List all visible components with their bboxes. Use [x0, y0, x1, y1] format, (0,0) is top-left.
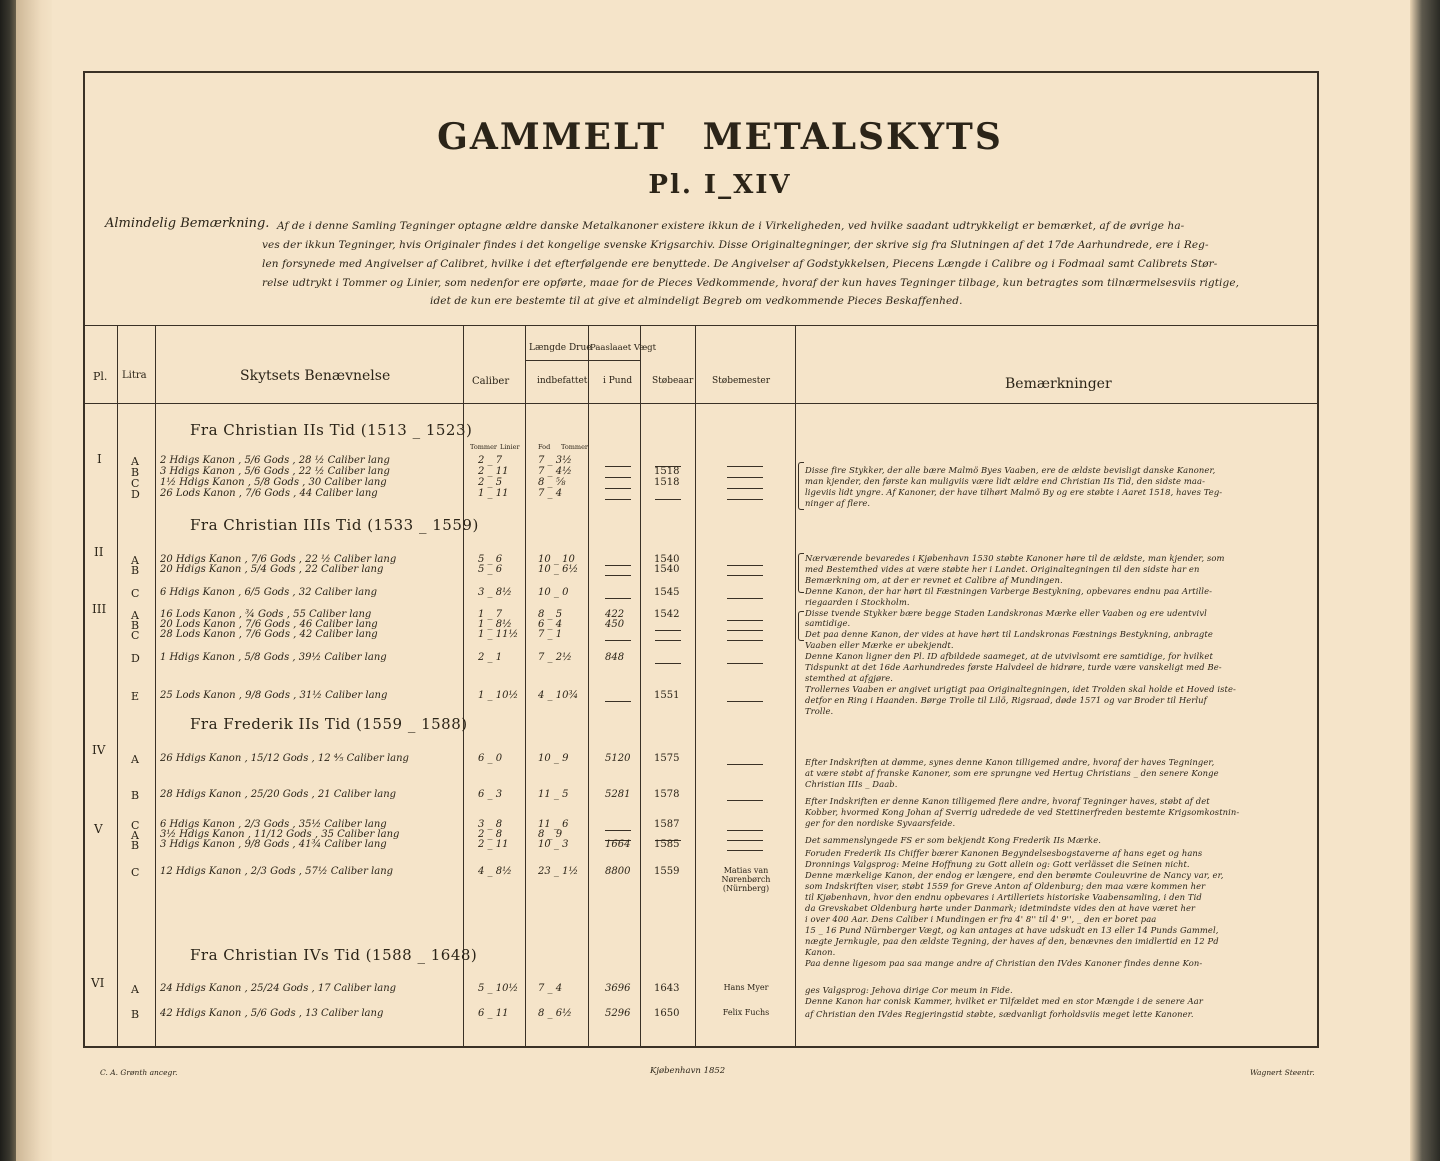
row-caliber: 5 _ 10½ [478, 983, 519, 994]
empty-cell-dash [727, 800, 763, 801]
plate-number: I [97, 452, 102, 466]
row-name: 20 Hdigs Kanon , 5/4 Gods , 22 Caliber lang [160, 564, 384, 575]
empty-cell-dash [605, 640, 631, 641]
row-name: 1 Hdigs Kanon , 5/8 Gods , 39½ Caliber lang [160, 652, 387, 663]
row-year: 1559 [654, 866, 680, 877]
remark-line: Denne Kanon, der har hørt til Fæstningen Varberge Bestykning, opbevares endnu paa Artille- [805, 586, 1213, 596]
empty-cell-dash [655, 499, 681, 500]
row-name: 28 Hdigs Kanon , 25/20 Gods , 21 Caliber lang [160, 789, 397, 800]
row-length: 4 _ 10¾ [538, 690, 579, 701]
page-subtitle: Pl. I_XIV [648, 170, 792, 200]
row-caliber: 1 _ 7 [478, 609, 503, 620]
row-length: 8 _ 9 [538, 829, 563, 840]
empty-cell-dash [605, 830, 631, 831]
empty-cell-dash [727, 850, 763, 851]
subheader: Linier [500, 443, 520, 451]
row-caliber: 2 _ 5 [478, 477, 503, 488]
row-name: 42 Hdigs Kanon , 5/6 Gods , 13 Caliber lang [160, 1008, 384, 1019]
col-rule [695, 325, 696, 1048]
empty-cell-dash [727, 466, 763, 467]
row-founder: Felix Fuchs [722, 1008, 770, 1017]
row-length: 8 _ ⅝ [538, 477, 566, 488]
row-caliber: 1 _ 10½ [478, 690, 519, 701]
remark-line: nægte Jernkugle, paa den ældste Tegning, der haves af den, benævnes den imidlertid en 12 Pd [805, 936, 1219, 946]
remark-line: Foruden Frederik IIs Chiffer bærer Kanonen Begyndelsesbogstaverne af hans eget og hans [805, 848, 1203, 858]
row-caliber: 6 _ 3 [478, 789, 503, 800]
row-year: 1650 [654, 1008, 680, 1019]
remark-line: Efter Indskriften er denne Kanon tilligemed flere andre, hvoraf Tegninger haves, støbt af det [805, 796, 1210, 806]
row-litra: C [131, 477, 140, 490]
row-name: 1½ Hdigs Kanon , 5/8 Gods , 30 Caliber lang [160, 477, 387, 488]
row-caliber: 2 _ 8 [478, 829, 503, 840]
header-caliber: Caliber [472, 376, 510, 387]
row-weight: 5296 [605, 1008, 631, 1019]
row-length: 10 _ 3 [538, 839, 569, 850]
subheader: Tommer [470, 443, 498, 451]
row-length: 11 _ 6 [538, 819, 569, 830]
empty-cell-dash [655, 630, 681, 631]
remark-line: da Grevskabet Oldenburg hørte under Danmark; idetmindste vides den at have været her [805, 903, 1196, 913]
plate-number: IV [92, 743, 106, 757]
row-length: 8 _ 5 [538, 609, 563, 620]
note-line: relse udtrykt i Tommer og Linier, som nedenfor ere opførte, maae for de Pieces Vedkommende, hvoraf der kun haves Tegninger tilbage, kun betragtes som tilnærmelsesviis rigtige, [262, 277, 1240, 289]
empty-cell-dash [727, 701, 763, 702]
row-year: 1545 [654, 587, 680, 598]
remark-line: Paa denne ligesom paa saa mange andre af Christian den IVdes Kanoner findes denne Kon- [805, 958, 1203, 968]
remark-brace [798, 611, 804, 641]
row-litra: C [131, 629, 140, 642]
col-rule [795, 325, 796, 1048]
row-weight: 8800 [605, 866, 631, 877]
plate-number: II [94, 545, 104, 559]
remark-line: Nærværende bevaredes i Kjøbenhavn 1530 støbte Kanoner høre til de ældste, man kjender, som [805, 553, 1225, 563]
row-length: 23 _ 1½ [538, 866, 579, 877]
header-subrule [525, 360, 640, 361]
row-litra: D [131, 488, 140, 501]
empty-cell-dash [727, 663, 763, 664]
row-year: 1518 [654, 477, 680, 488]
note-line: len forsynede med Angivelser af Calibret, hvilke i det efterfølgende ere benyttede. De Angivelser af Godstykkelsen, Piecens Længde i Calibre og i Fodmaal samt Calibrets Stør- [262, 258, 1218, 270]
subheader: Tommer [561, 443, 589, 451]
row-litra: A [131, 829, 139, 842]
remark-line: Kanon. [805, 947, 836, 957]
row-founder: Hans Myer [723, 983, 769, 992]
row-name: 3 Hdigs Kanon , 9/8 Gods , 41¾ Caliber lang [160, 839, 387, 850]
note-label: Almindelig Bemærkning. [105, 216, 270, 231]
row-length: 6 _ 4 [538, 619, 563, 630]
plate-number: V [94, 822, 103, 836]
row-year: 1578 [654, 789, 680, 800]
remark-line: i over 400 Aar. Dens Caliber i Mundingen er fra 4' 8'' til 4' 9'', _ den er boret paa [805, 914, 1157, 924]
era-heading: Fra Christian IVs Tid (1588 _ 1648) [190, 946, 478, 964]
row-length: 10 _ 10 [538, 554, 575, 565]
remark-line: 15 _ 16 Pund Nürnberger Vægt, og kan antages at have udskudt en 13 eller 14 Punds Gammel, [805, 925, 1219, 935]
row-year: 1518 [654, 466, 680, 477]
remark-line: ninger af flere. [805, 498, 871, 508]
row-name: 20 Lods Kanon , 7/6 Gods , 46 Caliber lang [160, 619, 378, 630]
era-heading: Fra Christian IIIs Tid (1533 _ 1559) [190, 516, 479, 534]
row-weight: 422 [605, 609, 625, 620]
row-name: 28 Lods Kanon , 7/6 Gods , 42 Caliber lang [160, 629, 378, 640]
empty-cell-dash [727, 640, 763, 641]
remark-line: samtidige. [805, 618, 851, 628]
row-weight: 848 [605, 652, 625, 663]
row-length: 10 _ 6½ [538, 564, 579, 575]
row-name: 12 Hdigs Kanon , 2/3 Gods , 57½ Caliber lang [160, 866, 394, 877]
row-caliber: 2 _ 11 [478, 839, 509, 850]
remark-brace [798, 553, 804, 593]
row-litra: B [131, 619, 140, 632]
row-name: 26 Hdigs Kanon , 15/12 Gods , 12 ⅘ Caliber lang [160, 753, 409, 764]
row-name: 20 Hdigs Kanon , 7/6 Gods , 22 ½ Caliber lang [160, 554, 397, 565]
empty-cell-dash [727, 598, 763, 599]
remark-line: Det paa denne Kanon, der vides at have hørt til Landskronas Fæstnings Bestykning, anbragte [805, 629, 1213, 639]
row-length: 11 _ 5 [538, 789, 569, 800]
header-length-top: Længde Drue [529, 343, 592, 353]
header-weight-bottom: i Pund [603, 376, 633, 386]
row-litra: A [131, 609, 139, 622]
remark-line: af Christian den IVdes Regjeringstid støbte, sædvanligt forholdsviis meget lette Kanoner. [805, 1009, 1194, 1019]
row-year: 1540 [654, 564, 680, 575]
row-caliber: 3 _ 8½ [478, 587, 512, 598]
empty-cell-dash [727, 499, 763, 500]
row-litra: A [131, 753, 139, 766]
remark-line: at være støbt af franske Kanoner, som ere sprungne ved Hertug Christians _ den senere Konge [805, 768, 1219, 778]
remark-line: Trolle. [805, 706, 834, 716]
row-name: 24 Hdigs Kanon , 25/24 Gods , 17 Caliber lang [160, 983, 397, 994]
remark-line: Tidspunkt at det 16de Aarhundredes første Halvdeel de hidrøre, turde være vanskeligt med Be- [805, 662, 1222, 672]
row-name: 26 Lods Kanon , 7/6 Gods , 44 Caliber lang [160, 488, 378, 499]
row-litra: A [131, 983, 139, 996]
row-litra: B [131, 564, 140, 577]
empty-cell-dash [655, 640, 681, 641]
empty-cell-dash [605, 488, 631, 489]
note-line: ves der ikkun Tegninger, hvis Originaler findes i det kongelige svenske Krigsarchiv. Disse Originaltegninger, der skrive sig fra Slutningen af det 17de Aarhundrede, ere i Reg- [262, 239, 1209, 251]
remark-line: Kobber, hvormed Kong Johan af Sverrig udredede de ved Stettinerfreden bestemte Krigsomkostnin- [805, 807, 1240, 817]
row-litra: C [131, 587, 140, 600]
row-litra: C [131, 866, 140, 879]
row-length: 7 _ 3½ [538, 455, 572, 466]
remark-line: Dronnings Valgsprog: Meine Hoffnung zu Gott allein og: Gott verlässet die Seinen nicht. [805, 859, 1190, 869]
remark-line: ger for den nordiske Syvaarsfeide. [805, 818, 956, 828]
empty-cell-dash [605, 598, 631, 599]
remark-line: ligeviis lidt yngre. Af Kanoner, der have tilhørt Malmö By og ere støbte i Aaret 1518, haves Teg- [805, 487, 1223, 497]
row-founder: Matias van Nørenbørch (Nürnberg) [721, 866, 771, 893]
remark-line: riegaarden i Stockholm. [805, 597, 910, 607]
empty-cell-dash [605, 565, 631, 566]
row-name: 3 Hdigs Kanon , 5/6 Gods , 22 ½ Caliber lang [160, 466, 390, 477]
header-litra: Litra [122, 370, 147, 381]
row-caliber: 5 _ 6 [478, 564, 503, 575]
row-length: 7 _ 4½ [538, 466, 572, 477]
remark-line: til Kjøbenhavn, hvor den endnu opbevares i Artilleriets historiske Vaabensamling, i den Tid [805, 892, 1202, 902]
remark-line: Efter Indskriften at dømme, synes denne Kanon tilligemed andre, hvoraf der haves Tegninger, [805, 757, 1215, 767]
row-caliber: 3 _ 8 [478, 819, 503, 830]
remark-line: detfor en Ring i Haanden. Børge Trolle til Lilö, Rigsraad, døde 1571 og var Broder til Herluf [805, 695, 1207, 705]
page-title: GAMMELT METALSKYTS [437, 116, 1003, 158]
plate-number: VI [91, 976, 105, 990]
remark-brace [798, 462, 804, 510]
row-weight: 5281 [605, 789, 631, 800]
row-year: 1587 [654, 819, 680, 830]
empty-cell-dash [605, 575, 631, 576]
remark-line: Vaaben eller Mærke er ubekjendt. [805, 640, 954, 650]
header-year: Støbeaar [652, 376, 694, 386]
row-litra: E [131, 690, 140, 703]
row-litra: B [131, 466, 140, 479]
table-top-rule [83, 325, 1319, 326]
empty-cell-dash [605, 701, 631, 702]
row-length: 10 _ 9 [538, 753, 569, 764]
row-caliber: 1 _ 11 [478, 488, 509, 499]
era-heading: Fra Christian IIs Tid (1513 _ 1523) [190, 421, 473, 439]
empty-cell-dash [605, 499, 631, 500]
empty-cell-dash [727, 840, 763, 841]
header-length-bottom: indbefattet [537, 376, 588, 386]
remark-line: med Bestemthed vides at være støbte her i Landet. Originaltegningen til den sidste har en [805, 564, 1200, 574]
remark-line: man kjender, den første kan muligviis være lidt ældre end Christian IIs Tid, den sidste maa- [805, 476, 1205, 486]
remark-line: Denne Kanon har conisk Kammer, hvilket er Tilfældet med en stor Mængde i de senere Aar [805, 996, 1203, 1006]
remark-line: Denne mærkelige Kanon, der endog er længere, end den berømte Couleuvrine de Nancy var, er, [805, 870, 1224, 880]
row-name: 3½ Hdigs Kanon , 11/12 Gods , 35 Caliber lang [160, 829, 400, 840]
row-caliber: 1 _ 11½ [478, 629, 519, 640]
note-line: Af de i denne Samling Tegninger optagne ældre danske Metalkanoner existere ikkun de i Virkeligheden, ved hvilke saadant udtrykkeligt er bemærket, af de øvrige ha- [277, 220, 1185, 232]
empty-cell-dash [727, 477, 763, 478]
row-year: 1575 [654, 753, 680, 764]
remark-line: Det sammenslyngede FS er som bekjendt Kong Frederik IIs Mærke. [805, 835, 1102, 845]
empty-cell-dash [727, 575, 763, 576]
empty-cell-dash [727, 565, 763, 566]
empty-cell-dash [727, 620, 763, 621]
row-weight: 3696 [605, 983, 631, 994]
row-litra: B [131, 839, 140, 852]
row-litra: A [131, 554, 139, 567]
empty-cell-dash [727, 764, 763, 765]
row-litra: A [131, 455, 139, 468]
row-litra: B [131, 1008, 140, 1021]
row-length: 7 _ 4 [538, 983, 563, 994]
header-weight-top: Paaslaaet Vægt [590, 343, 657, 353]
row-name: 25 Lods Kanon , 9/8 Gods , 31½ Caliber lang [160, 690, 388, 701]
printer-credit: Wagnert Steentr. [1250, 1068, 1315, 1077]
subheader: Fod [538, 443, 551, 451]
empty-cell-dash [655, 663, 681, 664]
imprint: Kjøbenhavn 1852 [650, 1066, 726, 1076]
remark-line: Denne Kanon ligner den Pl. ID afbildede saameget, at de utvivlsomt ere samtidige, for hvilket [805, 651, 1213, 661]
col-rule [117, 325, 118, 1048]
row-length: 7 _ 4 [538, 488, 563, 499]
row-litra: D [131, 652, 140, 665]
empty-cell-dash [605, 466, 631, 467]
remark-line: Christian IIIs _ Daab. [805, 779, 898, 789]
header-founder: Støbemester [712, 376, 771, 386]
row-caliber: 1 _ 8½ [478, 619, 512, 630]
row-name: 6 Hdigs Kanon , 2/3 Gods , 35½ Caliber lang [160, 819, 387, 830]
row-weight: 450 [605, 619, 625, 630]
col-rule [525, 325, 526, 1048]
row-name: 2 Hdigs Kanon , 5/6 Gods , 28 ½ Caliber lang [160, 455, 390, 466]
row-caliber: 4 _ 8½ [478, 866, 512, 877]
header-remarks: Bemærkninger [1005, 376, 1112, 392]
row-litra: B [131, 789, 140, 802]
remark-line: stemthed at afgjøre. [805, 673, 894, 683]
col-rule [588, 325, 589, 1048]
row-year: 1643 [654, 983, 680, 994]
row-weight: 5120 [605, 753, 631, 764]
remark-line: ges Valgsprog: Jehova dirige Cor meum in Fide. [805, 985, 1013, 995]
row-caliber: 5 _ 6 [478, 554, 503, 565]
era-heading: Fra Frederik IIs Tid (1559 _ 1588) [190, 715, 468, 733]
col-rule [155, 325, 156, 1048]
remark-line: som Indskriften viser, støbt 1559 for Greve Anton af Oldenburg; den maa være kommen her [805, 881, 1206, 891]
empty-cell-dash [605, 477, 631, 478]
row-caliber: 6 _ 11 [478, 1008, 509, 1019]
row-caliber: 2 _ 11 [478, 466, 509, 477]
row-caliber: 2 _ 7 [478, 455, 503, 466]
row-name: 16 Lods Kanon , ¾ Gods , 55 Caliber lang [160, 609, 372, 620]
remark-line: Bemærkning om, at der er revnet et Calibre af Mundingen. [805, 575, 1063, 585]
row-year: 1551 [654, 690, 680, 701]
row-length: 7 _ 2½ [538, 652, 572, 663]
header-name: Skytsets Benævnelse [240, 368, 391, 384]
remark-line: Disse fire Stykker, der alle bære Malmö Byes Vaaben, ere de ældste bevisligt danske Kanoner, [805, 465, 1216, 475]
col-rule [640, 325, 641, 1048]
empty-cell-dash [727, 488, 763, 489]
engraver-credit: C. A. Grønth ancegr. [100, 1068, 178, 1077]
row-year: 1585 [654, 839, 680, 850]
remark-line: Trollernes Vaaben er angivet urigtigt paa Originaltegningen, idet Trolden skal holde et Hoved iste- [805, 684, 1236, 694]
empty-cell-dash [727, 830, 763, 831]
plate-number: III [92, 602, 107, 616]
row-length: 10 _ 0 [538, 587, 569, 598]
row-year: 1540 [654, 554, 680, 565]
row-length: 8 _ 6½ [538, 1008, 572, 1019]
row-length: 7 _ 1 [538, 629, 563, 640]
remark-line: Disse tvende Stykker bære begge Staden Landskronas Mærke eller Vaaben og ere udentvivl [805, 608, 1207, 618]
row-litra: C [131, 819, 140, 832]
header-pl: Pl. [93, 370, 108, 383]
row-caliber: 6 _ 0 [478, 753, 503, 764]
row-year: 1542 [654, 609, 680, 620]
empty-cell-dash [727, 630, 763, 631]
row-caliber: 2 _ 1 [478, 652, 503, 663]
row-name: 6 Hdigs Kanon , 6/5 Gods , 32 Caliber lang [160, 587, 377, 598]
header-rule [83, 403, 1319, 404]
note-line: idet de kun ere bestemte til at give et almindeligt Begreb om vedkommende Pieces Beskaffenhed. [430, 295, 963, 307]
row-weight: 1664 [605, 839, 631, 850]
